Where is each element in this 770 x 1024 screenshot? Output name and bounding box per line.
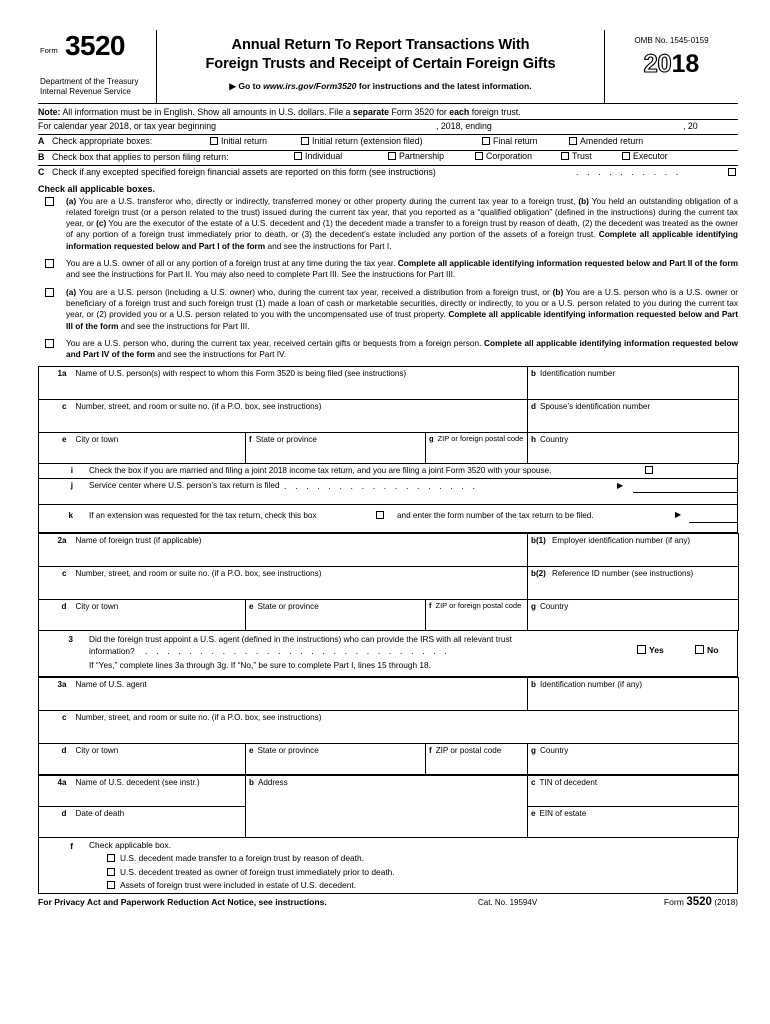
field-employer-identification-number[interactable] [528, 533, 739, 566]
question-3-line-2 [89, 646, 450, 656]
checkbox-icon[interactable] [475, 152, 483, 160]
option-label: U.S. decedent treated as owner of foreign trust immediately prior to death. [120, 866, 395, 877]
option-label: Individual [305, 151, 343, 161]
note-text-2: Form 3520 for [389, 106, 450, 117]
table-row-3c [39, 710, 739, 743]
field-trust-country[interactable] [528, 599, 739, 630]
calendar-year-right[interactable]: , 20 [683, 121, 698, 131]
checkbox-icon[interactable] [107, 881, 115, 889]
field-label: State or province [257, 601, 319, 611]
footer-form-word: Form [663, 897, 684, 908]
table-row-2d [39, 599, 739, 630]
checkbox-icon[interactable] [482, 137, 490, 145]
paragraph-run: You are a U.S. owner of all or any portion of a foreign trust at any time during the tax year. [66, 258, 398, 269]
note-label: Note: [38, 106, 61, 117]
option-label: Trust [572, 151, 592, 161]
field-label: ZIP or postal code [435, 745, 502, 755]
paragraph-checkbox-3[interactable] [38, 287, 738, 332]
paragraph-run: You are a U.S. person who, during the current tax year, received certain gifts or bequests from a foreign person. [66, 338, 485, 349]
section-4-table [38, 775, 739, 838]
field-country[interactable] [528, 432, 739, 463]
checkbox-icon[interactable] [45, 339, 54, 348]
field-trust-state-or-province[interactable] [246, 599, 426, 630]
checkbox-icon[interactable] [728, 168, 736, 176]
field-key: b [531, 679, 536, 689]
paragraph-text-3 [66, 287, 738, 330]
row-index-2c: c [39, 566, 73, 599]
checkbox-initial-return-extension[interactable] [301, 136, 423, 146]
row-index-3d: d [39, 743, 73, 774]
field-label: State or province [257, 745, 319, 755]
paragraph-bold-run: Complete all applicable identifying information requested below and Part III of the form [66, 309, 739, 331]
section-2-table [38, 533, 739, 631]
department-line-1: Department of the Treasury [40, 77, 139, 86]
field-name-of-decedent[interactable] [73, 775, 246, 806]
department-text [40, 77, 139, 97]
table-row-3a [39, 677, 739, 710]
row-index-3: 3 [68, 633, 73, 644]
row-index-4a: 4a [39, 775, 73, 806]
option-label: U.S. decedent made transfer to a foreign trust by reason of death. [120, 853, 364, 864]
field-label: State or province [255, 434, 317, 444]
row-c-dots: . . . . . . . . . . [576, 167, 682, 177]
header-form-identity [38, 30, 157, 103]
tax-year [605, 52, 738, 77]
field-label: Identification number (if any) [539, 679, 643, 689]
form-3520 [38, 30, 738, 913]
input-service-center[interactable] [633, 492, 737, 493]
paragraph-bold-run: (c) [96, 218, 107, 229]
yes-label: Yes [649, 644, 664, 655]
paragraph-text-2 [66, 258, 738, 279]
paragraph-run: and see the instructions for Part IV. [154, 349, 287, 360]
checkbox-initial-return[interactable] [210, 136, 267, 146]
calendar-year-left: For calendar year 2018, or tax year beginning [38, 121, 216, 131]
option-label: Initial return [221, 135, 267, 146]
checkbox-individual[interactable] [294, 151, 342, 161]
checkbox-final-return[interactable] [482, 136, 538, 146]
row-1k-text-1: If an extension was requested for the tax return, check this box [89, 510, 317, 520]
paragraph-checkbox-4[interactable] [38, 338, 738, 360]
field-date-of-death[interactable] [73, 806, 246, 837]
question-3-line-1: Did the foreign trust appoint a U.S. agent (defined in the instructions) who can provide the IRS with all relevant trust [89, 633, 512, 644]
field-key: b(1) [531, 535, 546, 545]
tax-year-suffix: 18 [671, 50, 700, 78]
checkbox-icon[interactable] [388, 152, 396, 160]
arrow-right-icon: ▶ [675, 509, 682, 519]
field-key: e [249, 745, 254, 755]
paragraph-checkbox-1[interactable] [38, 196, 738, 252]
table-row-3d [39, 743, 739, 774]
checkbox-agent-yes[interactable] [637, 645, 664, 655]
paragraph-checkbox-2[interactable] [38, 258, 738, 280]
field-label: Name of foreign trust (if applicable) [75, 535, 202, 545]
row-index-3a: 3a [39, 677, 73, 710]
checkbox-icon[interactable] [45, 197, 54, 206]
row-index-1j: j [70, 480, 73, 490]
checkbox-icon[interactable] [645, 466, 653, 474]
table-row-4a [39, 775, 739, 806]
goto-instructions [157, 81, 604, 92]
paragraph-run: You are a U.S. person (including a U.S. owner) who, during the current tax year, received a distribution from a foreign trust, or [76, 287, 553, 298]
checkbox-partnership[interactable] [388, 151, 444, 161]
section-1-table [38, 366, 739, 464]
row-index-1c: c [39, 399, 73, 432]
header-title-block [157, 30, 605, 103]
field-label: City or town [75, 745, 119, 755]
form-header [38, 30, 738, 104]
note-text-3: foreign trust. [469, 106, 521, 117]
footer-form-year: (2018) [714, 898, 738, 908]
goto-suffix: for instructions and the latest information. [358, 81, 532, 92]
form-title-line-2: Foreign Trusts and Receipt of Certain Foreign Gifts [205, 55, 556, 72]
row-index-4d: d [39, 806, 73, 837]
section-3-table [38, 677, 739, 775]
row-index-1k: k [68, 510, 73, 520]
field-name-of-us-agent[interactable] [73, 677, 528, 710]
header-omb-block [605, 30, 738, 103]
table-row-2a [39, 533, 739, 566]
field-label: City or town [75, 434, 119, 444]
field-label: Reference ID number (see instructions) [552, 568, 694, 578]
row-index-1a: 1a [39, 366, 73, 399]
checkbox-icon[interactable] [301, 137, 309, 145]
row-index-4f: f [70, 840, 73, 851]
catalog-number: Cat. No. 19594V [478, 897, 538, 907]
field-name-of-foreign-trust[interactable] [73, 533, 528, 566]
field-key: g [429, 433, 434, 443]
table-row-1e [39, 432, 739, 463]
field-ein-of-estate[interactable] [528, 806, 739, 837]
row-index-3c: c [39, 710, 73, 743]
field-label: ZIP or foreign postal code [437, 433, 524, 443]
field-key: b [531, 368, 536, 378]
row-index-1i: i [70, 465, 73, 475]
form-number: 3520 [65, 30, 125, 61]
field-label: Date of death [75, 808, 125, 818]
note-bold-1: separate [352, 106, 390, 117]
check-all-heading: Check all applicable boxes. [38, 183, 156, 194]
field-agent-city-or-town[interactable] [73, 743, 246, 774]
field-key: e [249, 601, 254, 611]
form-title-line-1: Annual Return To Report Transactions With [231, 37, 530, 53]
paragraph-run: and see the instructions for Part I. [265, 240, 392, 251]
row-1j-dots: . . . . . . . . . . . . . . . . . . [284, 480, 479, 491]
field-agent-zip-code[interactable] [426, 743, 528, 774]
table-row-1c [39, 399, 739, 432]
calendar-year-middle[interactable]: , 2018, ending [436, 121, 492, 131]
omb-number: OMB No. 1545-0159 [634, 36, 709, 45]
footer-form-number: 3520 [686, 896, 712, 909]
row-1j [38, 479, 738, 505]
checkbox-assets-included[interactable] [107, 880, 737, 890]
field-label: Number, street, and room or suite no. (if a P.O. box, see instructions) [75, 401, 322, 411]
field-key: h [531, 434, 536, 444]
table-row-2c [39, 566, 739, 599]
checkbox-icon[interactable] [107, 868, 115, 876]
privacy-act-notice: For Privacy Act and Paperwork Reduction Act Notice, see instructions. [38, 897, 327, 908]
checkbox-extension-requested[interactable] [376, 511, 387, 520]
field-key: e [531, 808, 536, 818]
note-bold-2: each [449, 106, 470, 117]
field-decedent-address[interactable] [246, 775, 528, 837]
no-label: No [707, 644, 719, 655]
option-label: Partnership [399, 151, 444, 161]
paragraph-run: You are a U.S. transferor who, directly or indirectly, transferred money or other property during the current tax year to a foreign trust, [76, 196, 579, 206]
field-key: f [249, 434, 252, 444]
checkbox-icon[interactable] [210, 137, 218, 145]
option-label: Corporation [486, 151, 532, 161]
paragraph-bold-run: Complete all applicable identifying information requested below and Part IV of the form [66, 338, 739, 360]
row-index-2a: 2a [39, 533, 73, 566]
field-trust-zip-code[interactable] [426, 599, 528, 630]
field-key: g [531, 601, 536, 611]
field-label: EIN of estate [539, 808, 587, 818]
field-label: ZIP or foreign postal code [435, 600, 522, 610]
field-label: Spouse’s identification number [539, 401, 651, 411]
checkbox-icon[interactable] [569, 137, 577, 145]
field-reference-id-number[interactable] [528, 566, 739, 599]
field-agent-country[interactable] [528, 743, 739, 774]
row-c-letter: C [38, 167, 45, 177]
field-label: Country [539, 745, 569, 755]
row-a [38, 135, 738, 151]
department-line-2: Internal Revenue Service [40, 86, 131, 96]
field-key: c [531, 777, 536, 787]
checkbox-decedent-transfer[interactable] [107, 853, 737, 863]
field-agent-street-address[interactable] [73, 710, 739, 743]
form-word-label: Form [40, 46, 58, 55]
field-label: Number, street, and room or suite no. (if a P.O. box, see instructions) [75, 568, 322, 578]
row-1k [38, 505, 738, 533]
row-1k-text-2: and enter the form number of the tax return to be filed. [397, 510, 594, 520]
checkbox-icon[interactable] [294, 152, 302, 160]
field-label: Identification number [539, 368, 616, 378]
option-label: Executor [633, 151, 668, 161]
checkbox-icon[interactable] [45, 288, 54, 297]
field-label: Name of U.S. agent [75, 679, 147, 689]
goto-prefix: Go to [238, 81, 261, 92]
checkbox-excepted-assets[interactable] [726, 167, 736, 177]
field-trust-street-address[interactable] [73, 566, 528, 599]
question-3-block [38, 631, 738, 677]
field-label: Employer identification number (if any) [552, 535, 691, 545]
paragraph-bold-run: Complete all applicable identifying information requested below and Part I of the form [66, 229, 738, 251]
paragraph-bold-run: Complete all applicable identifying information requested below and Part II of the form [397, 258, 738, 269]
field-label: Address [257, 777, 288, 787]
checkbox-amended-return[interactable] [569, 136, 643, 146]
field-label: Name of U.S. decedent (see instr.) [75, 777, 200, 787]
goto-url[interactable]: www.irs.gov/Form3520 [263, 81, 357, 92]
checkbox-icon[interactable] [637, 645, 646, 654]
option-label: Assets of foreign trust were included in estate of U.S. decedent. [120, 880, 357, 891]
field-key: b(2) [531, 568, 546, 578]
row-4f-heading: Check applicable box. [89, 839, 171, 850]
field-label: Country [539, 434, 569, 444]
field-street-address[interactable] [73, 399, 528, 432]
field-city-or-town[interactable] [73, 432, 246, 463]
row-b [38, 151, 738, 167]
paragraph-bold-run: (b) [578, 196, 589, 206]
row-c-label: Check if any excepted specified foreign financial assets are reported on this form (see instructions) [52, 167, 436, 177]
checkbox-corporation[interactable] [475, 151, 532, 161]
paragraph-run: and see the instructions for Part III. [118, 320, 250, 331]
row-a-label: Check appropriate boxes: [52, 136, 153, 146]
row-a-letter: A [38, 136, 45, 146]
checkbox-executor[interactable] [622, 151, 668, 161]
field-key: b [249, 777, 254, 787]
field-label: City or town [75, 601, 119, 611]
checkbox-icon[interactable] [695, 645, 704, 654]
tax-year-prefix: 20 [643, 50, 672, 78]
field-label: Name of U.S. person(s) with respect to whom this Form 3520 is being filed (see instructions) [75, 368, 407, 378]
footer-form-label [664, 896, 738, 908]
checkbox-icon[interactable] [622, 152, 630, 160]
checkbox-icon[interactable] [45, 259, 54, 268]
row-c [38, 166, 738, 181]
form-footer [38, 894, 738, 913]
field-key: f [429, 745, 432, 755]
paragraph-text-4 [66, 338, 738, 359]
field-spouse-identification-number[interactable] [528, 399, 739, 432]
option-label: Amended return [580, 135, 644, 146]
paragraph-checkbox-list [38, 196, 738, 361]
option-label: Final return [493, 135, 538, 146]
note-line [38, 104, 738, 120]
field-identification-number[interactable] [528, 366, 739, 399]
paragraph-run: You are the executor of the estate of a U.S. decedent and (1) the decedent made a transfer to a foreign trust by reason of death, (2) the decedent was treated as the owner of any portion of a foreign trust immediately prior to death, or (3) the decedent’s estate included any portion of the assets of a foreign trust. [66, 218, 738, 240]
checkbox-icon[interactable] [376, 511, 384, 519]
checkbox-agent-no[interactable] [695, 645, 718, 655]
arrow-right-icon: ▶ [617, 480, 624, 490]
paragraph-bold-run: (a) [66, 196, 77, 206]
calendar-year-row [38, 120, 738, 135]
checkbox-icon[interactable] [561, 152, 569, 160]
row-1j-text: Service center where U.S. person’s tax return is filed [89, 480, 280, 490]
field-key: d [531, 401, 536, 411]
checkbox-trust[interactable] [561, 151, 592, 161]
field-key: g [531, 745, 536, 755]
field-label: Number, street, and room or suite no. (if a P.O. box, see instructions) [75, 712, 322, 722]
row-1i [38, 464, 738, 479]
paragraph-bold-run: (a) [66, 287, 77, 298]
paragraph-bold-run: (b) [552, 287, 564, 298]
checkbox-decedent-owner[interactable] [107, 867, 737, 877]
question-3-dots: . . . . . . . . . . . . . . . . . . . . . . . . . . . . [144, 645, 450, 656]
paragraph-run: and see the instructions for Part II. You may also need to complete Part III. See the instructions for Part III. [66, 269, 456, 280]
input-form-number[interactable] [689, 522, 737, 523]
paragraph-run: You held an outstanding obligation of a related foreign trust (or a person related to the trust) issued during the current tax year, that you reported as a “qualified obligation” (defined in the instructions) during the current tax year, or [66, 196, 739, 229]
field-zip-code[interactable] [426, 432, 528, 463]
row-index-1e: e [39, 432, 73, 463]
question-3-line-3: If “Yes,” complete lines 3a through 3g. If “No,” be sure to complete Part I, lines 15 through 18. [89, 659, 431, 670]
field-trust-city-or-town[interactable] [73, 599, 246, 630]
field-agent-identification-number[interactable] [528, 677, 739, 710]
row-1i-text: Check the box if you are married and filing a joint 2018 income tax return, and you are filing a joint Form 3520 with your spouse. [89, 465, 552, 475]
option-label: Initial return (extension filed) [312, 135, 423, 146]
note-text-1: All information must be in English. Show all amounts in U.S. dollars. File a [60, 106, 353, 117]
paragraph-text-1 [66, 196, 738, 251]
field-label: TIN of decedent [539, 777, 598, 787]
question-3-label: information? [89, 645, 135, 656]
row-b-letter: B [38, 151, 45, 162]
field-label: Country [539, 601, 569, 611]
field-agent-state-or-province[interactable] [246, 743, 426, 774]
row-4f [38, 838, 738, 895]
row-b-label: Check box that applies to person filing return: [52, 151, 229, 162]
field-name-of-us-person[interactable] [73, 366, 528, 399]
table-row-1a [39, 366, 739, 399]
field-state-or-province[interactable] [246, 432, 426, 463]
row-index-2d: d [39, 599, 73, 630]
checkbox-joint-return[interactable] [643, 466, 653, 475]
paragraph-run: You are a U.S. person who is a U.S. owner or beneficiary of a foreign trust and such foreign trust (1) made a loan of cash or marketable securities, directly or indirectly, to you or a U.S. person related to you during the current tax year, or (2) provided you or a U.S. person related to you with the uncompensated use of trust property. [66, 287, 738, 320]
field-key: f [429, 600, 432, 610]
arrow-right-icon: ▶ [229, 81, 236, 92]
checkbox-icon[interactable] [107, 854, 115, 862]
field-tin-of-decedent[interactable] [528, 775, 739, 806]
